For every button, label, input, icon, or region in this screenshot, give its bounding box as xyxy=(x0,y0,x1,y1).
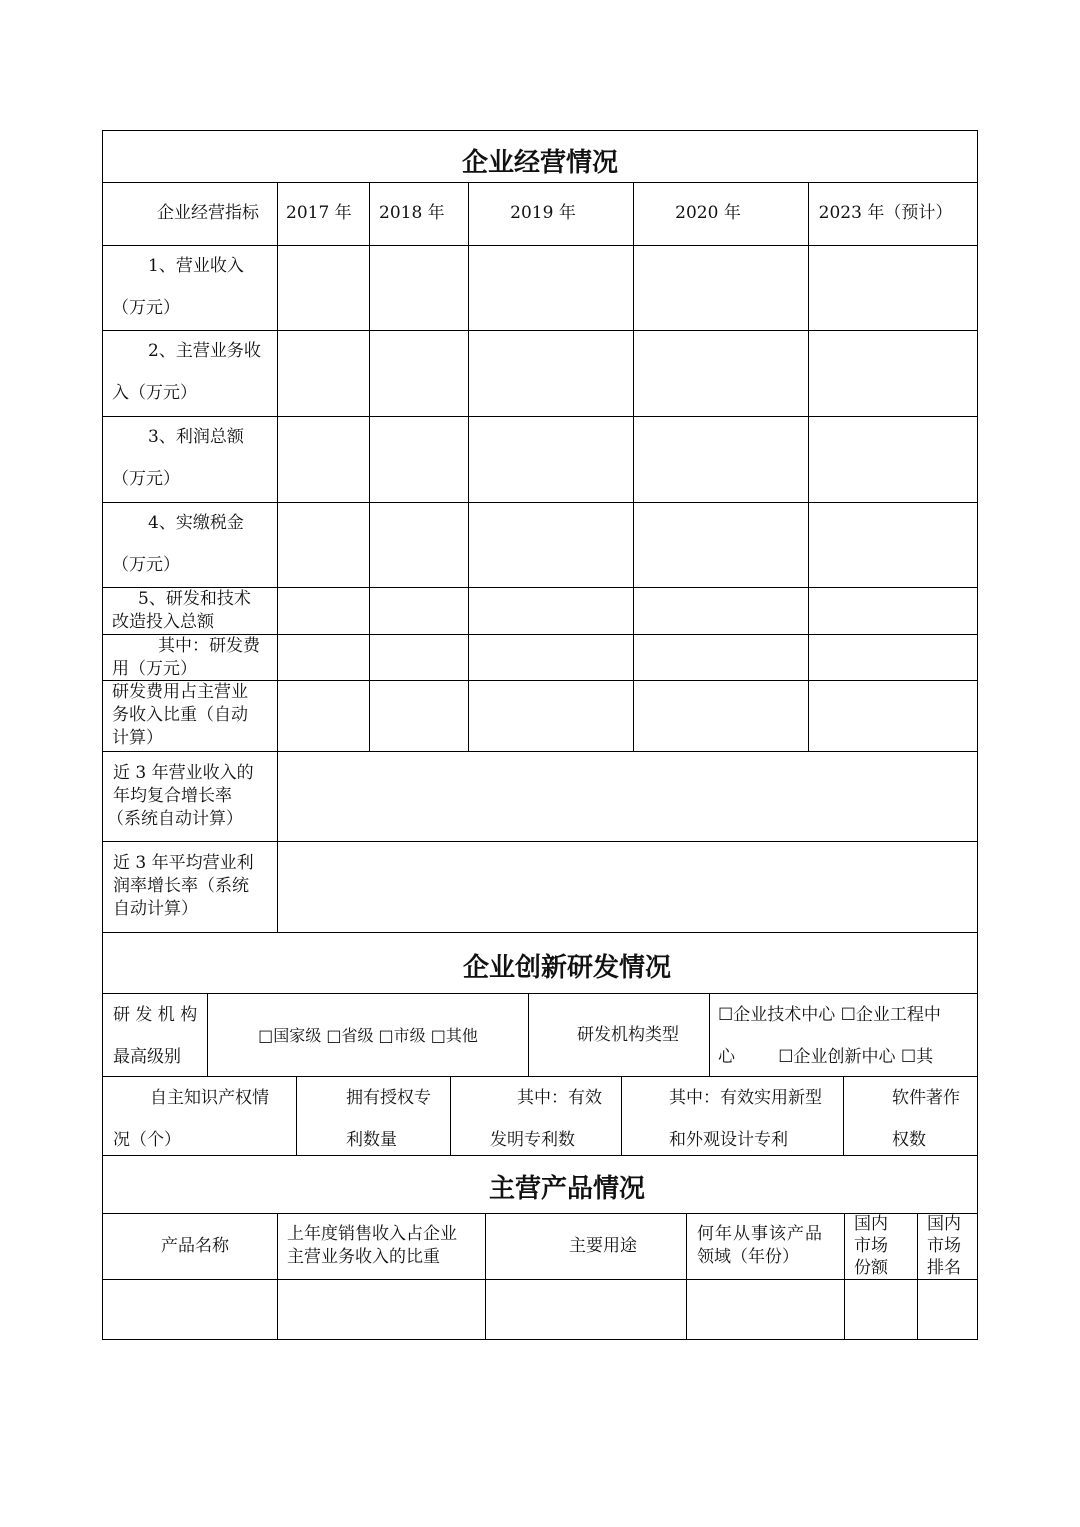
cagr-label-line: 近 3 年营业收入的 xyxy=(113,763,254,783)
indicator-label-line: 改造投入总额 xyxy=(112,612,214,632)
indicator-label-line: 4、实缴税金 xyxy=(148,513,244,533)
indicator-label-line: 其中：研发费 xyxy=(158,636,260,656)
market-rank-input-cell[interactable] xyxy=(917,1279,978,1340)
indicator-label-line: 2、主营业务收 xyxy=(148,341,261,361)
market-rank-header-line: 市场 xyxy=(927,1236,961,1256)
indicator-value-cell[interactable] xyxy=(277,330,370,417)
invention-label-line: 发明专利数 xyxy=(490,1130,575,1150)
year-label: 2019 年 xyxy=(510,203,576,223)
rd-type-options-line[interactable]: 心 ☐企业创新中心 ☐其 xyxy=(718,1047,934,1067)
indicator-value-cell[interactable] xyxy=(369,245,469,331)
profit-growth-label-line: 自动计算） xyxy=(113,899,198,919)
rd-level-options[interactable]: □国家级 □省级 □市级 □其他 xyxy=(258,1026,478,1045)
indicator-label-line: 研发费用占主营业 xyxy=(112,682,248,702)
indicator-label-line: 用（万元） xyxy=(112,659,197,679)
indicator-value-cell[interactable] xyxy=(369,587,469,635)
year-label: 2018 年 xyxy=(379,203,445,223)
rd-type-label: 研发机构类型 xyxy=(577,1025,679,1045)
innovation-title: 企业创新研发情况 xyxy=(462,953,671,983)
indicator-value-cell[interactable] xyxy=(277,680,370,752)
indicator-value-cell[interactable] xyxy=(468,634,634,681)
rd-level-label-line: 最高级别 xyxy=(113,1047,181,1067)
indicator-label-line: 5、研发和技术 xyxy=(138,589,251,609)
indicator-label-line: （万元） xyxy=(112,469,180,489)
year-label: 2017 年 xyxy=(286,203,352,223)
market-share-header-line: 国内 xyxy=(854,1214,888,1234)
market-share-header-line: 市场 xyxy=(854,1236,888,1256)
indicator-value-cell[interactable] xyxy=(369,634,469,681)
indicator-value-cell[interactable] xyxy=(808,330,978,417)
indicator-value-cell[interactable] xyxy=(808,587,978,635)
market-rank-header-line: 国内 xyxy=(927,1214,961,1234)
profit-growth-label-line: 润率增长率（系统 xyxy=(113,876,249,896)
indicator-value-cell[interactable] xyxy=(277,416,370,503)
sales-ratio-header-line: 上年度销售收入占企业 xyxy=(287,1224,457,1244)
ip-label-line: 自主知识产权情 xyxy=(150,1088,269,1108)
indicator-value-cell[interactable] xyxy=(633,680,809,752)
invention-label-line: 其中：有效 xyxy=(517,1088,602,1108)
indicator-value-cell[interactable] xyxy=(369,502,469,588)
indicator-value-cell[interactable] xyxy=(633,502,809,588)
start-year-header-line: 何年从事该产品 xyxy=(697,1224,823,1244)
start-year-input-cell[interactable] xyxy=(686,1279,845,1340)
indicator-value-cell[interactable] xyxy=(633,330,809,417)
indicator-value-cell[interactable] xyxy=(633,416,809,503)
utility-label-line: 其中：有效实用新型 xyxy=(669,1088,822,1108)
main-use-header: 主要用途 xyxy=(569,1236,637,1256)
market-share-header-line: 份额 xyxy=(854,1258,888,1278)
cagr-label-line: （系统自动计算） xyxy=(107,809,243,829)
market-rank-header-line: 排名 xyxy=(927,1258,961,1278)
indicator-value-cell[interactable] xyxy=(633,245,809,331)
sales-ratio-input-cell[interactable] xyxy=(277,1279,486,1340)
indicator-label-line: 务收入比重（自动 xyxy=(112,705,248,725)
indicator-label-line: （万元） xyxy=(112,555,180,575)
indicator-value-cell[interactable] xyxy=(808,245,978,331)
indicator-value-cell[interactable] xyxy=(369,330,469,417)
cagr-label-line: 年均复合增长率 xyxy=(113,786,232,806)
patents-label-line: 利数量 xyxy=(346,1130,397,1150)
year-label: 2020 年 xyxy=(675,203,741,223)
software-label-line: 权数 xyxy=(892,1130,926,1150)
indicator-value-cell[interactable] xyxy=(808,416,978,503)
rd-level-label-line: 研 发 机 构 xyxy=(113,1005,198,1025)
indicator-value-cell[interactable] xyxy=(277,634,370,681)
indicator-value-cell[interactable] xyxy=(369,680,469,752)
profit-growth-label-line: 近 3 年平均营业利 xyxy=(113,853,254,873)
products-title: 主营产品情况 xyxy=(488,1174,645,1204)
year-label: 2023 年（预计） xyxy=(818,203,953,223)
operations-title: 企业经营情况 xyxy=(461,148,618,178)
cagr-value-cell[interactable] xyxy=(277,751,978,842)
indicator-label-line: 入（万元） xyxy=(112,383,197,403)
patents-label-line: 拥有授权专 xyxy=(346,1088,431,1108)
utility-label-line: 和外观设计专利 xyxy=(669,1130,788,1150)
product-name-input-cell[interactable] xyxy=(102,1279,278,1340)
indicator-value-cell[interactable] xyxy=(277,502,370,588)
indicator-value-cell[interactable] xyxy=(468,245,634,331)
main-use-input-cell[interactable] xyxy=(485,1279,687,1340)
market-share-input-cell[interactable] xyxy=(844,1279,918,1340)
indicator-value-cell[interactable] xyxy=(369,416,469,503)
indicator-value-cell[interactable] xyxy=(277,245,370,331)
rd-type-options-line[interactable]: ☐企业技术中心 ☐企业工程中 xyxy=(718,1005,941,1025)
software-label-line: 软件著作 xyxy=(892,1088,960,1108)
indicator-value-cell[interactable] xyxy=(633,587,809,635)
indicator-label-line: 计算） xyxy=(112,728,163,748)
profit-growth-value-cell[interactable] xyxy=(277,841,978,933)
indicator-value-cell[interactable] xyxy=(808,502,978,588)
indicator-value-cell[interactable] xyxy=(808,634,978,681)
indicator-value-cell[interactable] xyxy=(468,416,634,503)
start-year-header-line: 领域（年份） xyxy=(697,1247,799,1267)
product-name-header: 产品名称 xyxy=(161,1236,229,1256)
indicator-label-line: 3、利润总额 xyxy=(148,427,244,447)
ip-label-line: 况（个） xyxy=(113,1130,181,1150)
indicator-label-line: 1、营业收入 xyxy=(148,256,244,276)
indicator-value-cell[interactable] xyxy=(633,634,809,681)
indicator-label-line: （万元） xyxy=(112,298,180,318)
indicator-value-cell[interactable] xyxy=(808,680,978,752)
indicator-value-cell[interactable] xyxy=(468,502,634,588)
indicator-value-cell[interactable] xyxy=(277,587,370,635)
indicator-value-cell[interactable] xyxy=(468,587,634,635)
sales-ratio-header-line: 主营业务收入的比重 xyxy=(287,1247,440,1267)
indicator-value-cell[interactable] xyxy=(468,330,634,417)
indicator-header: 企业经营指标 xyxy=(157,203,259,223)
indicator-value-cell[interactable] xyxy=(468,680,634,752)
